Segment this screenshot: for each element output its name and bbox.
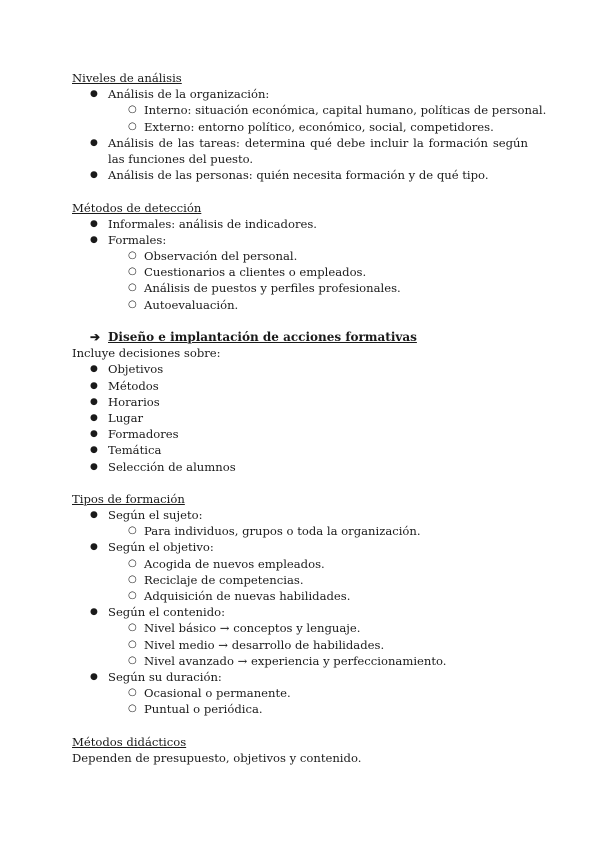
list-item: ● Horarios: [90, 394, 160, 409]
list-item: ● Según el contenido:: [90, 605, 226, 620]
arrow-icon: ➔: [90, 330, 101, 345]
sub-bullet-icon: ○: [128, 638, 137, 650]
list-item: ○ Análisis de puestos y perfiles profesionales.: [128, 281, 401, 296]
sub-bullet-icon: ○: [128, 525, 137, 537]
list-item: ○ Nivel básico → conceptos y lenguaje.: [128, 621, 361, 636]
bullet-icon: ●: [90, 412, 98, 423]
list-item: ○ Externo: entorno político, económico, social, competidores.: [128, 119, 494, 134]
sub-bullet-icon: ○: [128, 654, 137, 666]
list-item: ● Selección de alumnos: [90, 459, 236, 474]
bullet-icon: ●: [90, 234, 98, 245]
bullet-icon: ●: [90, 396, 98, 407]
list-item: ● Análisis de las tareas: determina qué debe incluir la formación según las funciones del puesto.: [90, 135, 528, 166]
list-item: ● Según el objetivo:: [90, 540, 214, 555]
list-item: ○ Autoevaluación.: [128, 297, 239, 312]
bullet-icon: ●: [90, 429, 98, 440]
list-item: ● Métodos: [90, 378, 159, 393]
bullet-icon: ●: [90, 218, 98, 229]
sub-bullet-icon: ○: [128, 298, 137, 310]
sub-bullet-icon: ○: [128, 104, 137, 116]
sub-bullet-icon: ○: [128, 282, 137, 294]
list-item: ● Análisis de las personas: quién necesita formación y de qué tipo.: [90, 168, 489, 183]
document-page: [72, 70, 547, 766]
section-title-diseno: ➔ Diseño e implantación de acciones formativas: [90, 330, 417, 345]
bullet-icon: ●: [90, 542, 98, 553]
sub-bullet-icon: ○: [128, 266, 137, 278]
sub-bullet-icon: ○: [128, 120, 137, 132]
sub-bullet-icon: ○: [128, 557, 137, 569]
bullet-icon: ●: [90, 445, 98, 456]
list-item: ○ Nivel avanzado → experiencia y perfeccionamiento.: [128, 653, 447, 668]
heading-metodos-didacticos: Métodos didácticos: [72, 734, 187, 749]
sub-bullet-icon: ○: [128, 573, 137, 585]
list-item: ○ Observación del personal.: [128, 249, 298, 264]
bullet-icon: ●: [90, 364, 98, 375]
list-item: ● Lugar: [90, 410, 144, 425]
list-item: ● Según el sujeto:: [90, 508, 203, 523]
intro-text: Incluye decisiones sobre:: [72, 346, 221, 361]
list-item: ○ Ocasional o permanente.: [128, 686, 291, 701]
list-item: ● Informales: análisis de indicadores.: [90, 216, 317, 231]
sub-bullet-icon: ○: [128, 590, 137, 602]
list-item: ● Formales:: [90, 232, 167, 247]
bullet-icon: ●: [90, 137, 98, 148]
list-item: ○ Reciclaje de competencias.: [128, 572, 304, 587]
heading-metodos-deteccion: Métodos de detección: [72, 200, 202, 215]
list-item: ● Análisis de la organización:: [90, 87, 270, 102]
list-item: ○ Acogida de nuevos empleados.: [128, 556, 325, 571]
bullet-icon: ●: [90, 170, 98, 181]
list-item: ○ Puntual o periódica.: [128, 702, 263, 717]
bullet-icon: ●: [90, 510, 98, 521]
list-item: ● Temática: [90, 443, 162, 458]
list-item: ● Objetivos: [90, 362, 164, 377]
list-item: ○ Para individuos, grupos o toda la organización.: [128, 524, 421, 539]
sub-bullet-icon: ○: [128, 687, 137, 699]
list-item: ○ Cuestionarios a clientes o empleados.: [128, 265, 367, 280]
list-item: ○ Adquisición de nuevas habilidades.: [128, 589, 351, 604]
heading-tipos: Tipos de formación: [72, 491, 185, 506]
heading-niveles: Niveles de análisis: [72, 71, 182, 85]
bullet-icon: ●: [90, 461, 98, 472]
list-item: ● Según su duración:: [90, 669, 222, 684]
sub-bullet-icon: ○: [128, 703, 137, 715]
bullet-icon: ●: [90, 89, 98, 100]
sub-bullet-icon: ○: [128, 250, 137, 262]
list-item: ○ Interno: situación económica, capital humano, políticas de personal.: [128, 103, 547, 118]
sub-bullet-icon: ○: [128, 622, 137, 634]
list-item: ● Formadores: [90, 427, 179, 442]
list-item: ○ Nivel medio → desarrollo de habilidades.: [128, 637, 385, 652]
bullet-icon: ●: [90, 607, 98, 618]
bullet-icon: ●: [90, 380, 98, 391]
bullet-icon: ●: [90, 671, 98, 682]
paragraph-text: Dependen de presupuesto, objetivos y contenido.: [72, 750, 362, 765]
